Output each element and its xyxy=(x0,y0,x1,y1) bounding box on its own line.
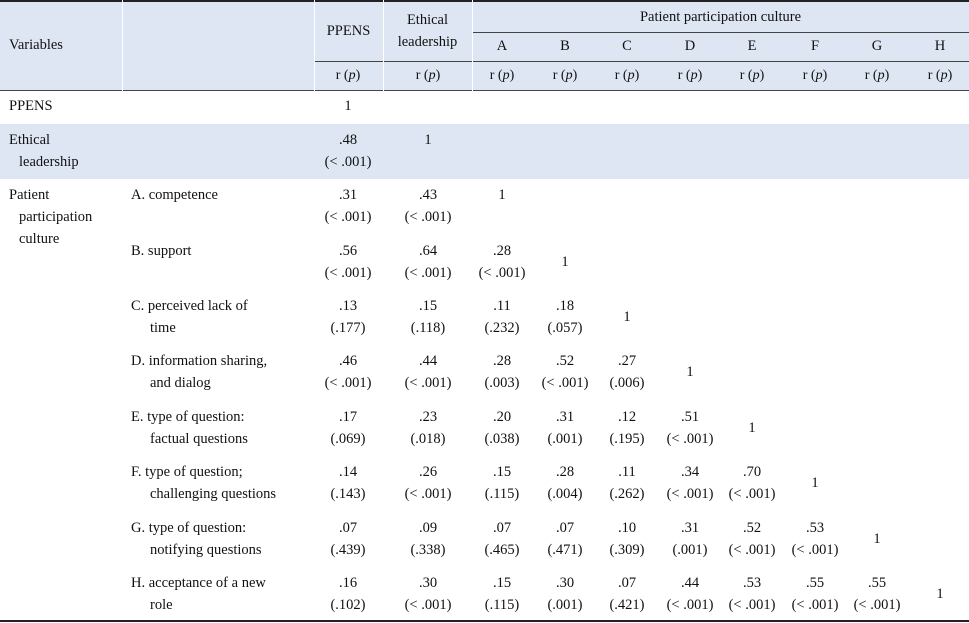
letter-header: G xyxy=(871,38,883,54)
diagonal-cell: 1 xyxy=(811,475,819,491)
p-value: (< .001) xyxy=(404,265,452,281)
correlation-value: .56 xyxy=(338,243,358,259)
p-value: (.439) xyxy=(330,542,366,558)
diagonal-cell: 1 xyxy=(498,187,506,203)
variable-label: leadership xyxy=(19,154,79,170)
p-value: (< .001) xyxy=(324,209,372,225)
diagonal-cell: 1 xyxy=(623,309,631,325)
correlation-value: .70 xyxy=(742,464,762,480)
p-value: (< .001) xyxy=(728,597,776,613)
stat-subheader: r (p) xyxy=(552,68,578,83)
ethical-leadership-header: Ethical leadership xyxy=(397,12,458,50)
correlation-value: .31 xyxy=(680,520,700,536)
correlation-value: .51 xyxy=(680,409,700,425)
correlation-value: .07 xyxy=(555,520,575,536)
p-value: (.338) xyxy=(410,542,446,558)
row-stripe xyxy=(0,124,969,179)
correlation-value: .07 xyxy=(617,575,637,591)
diagonal-cell: 1 xyxy=(561,254,569,270)
diagonal-cell: 1 xyxy=(748,420,756,436)
correlation-value: .14 xyxy=(338,464,358,480)
p-value: (< .001) xyxy=(666,486,714,502)
p-value: (.421) xyxy=(609,597,645,613)
variable-label: Patient xyxy=(9,187,50,203)
p-value: (.003) xyxy=(484,375,520,391)
correlation-value: .26 xyxy=(418,464,438,480)
correlation-value: .23 xyxy=(418,409,438,425)
correlation-value: .48 xyxy=(338,132,358,148)
p-value: (.115) xyxy=(484,597,520,613)
correlation-value: .64 xyxy=(418,243,438,259)
p-value: (< .001) xyxy=(666,431,714,447)
subscale-label: H. acceptance of a new xyxy=(131,575,266,591)
correlation-value: .31 xyxy=(555,409,575,425)
subscale-label: E. type of question: xyxy=(131,409,245,425)
correlation-value: .55 xyxy=(805,575,825,591)
p-value: (.115) xyxy=(484,486,520,502)
correlation-value: .18 xyxy=(555,298,575,314)
header-bottom-rule xyxy=(0,90,969,91)
correlation-value: .55 xyxy=(867,575,887,591)
col-divider xyxy=(122,0,123,91)
correlation-value: .13 xyxy=(338,298,358,314)
variable-label: culture xyxy=(19,231,60,247)
correlation-value: .28 xyxy=(492,353,512,369)
p-value: (.001) xyxy=(547,597,583,613)
variables-header: Variables xyxy=(9,37,63,53)
p-value: (.006) xyxy=(609,375,645,391)
correlation-value: .28 xyxy=(492,243,512,259)
letter-header: F xyxy=(810,38,820,54)
subscale-label: F. type of question; xyxy=(131,464,243,480)
correlation-value: .11 xyxy=(493,298,511,314)
p-value: (.069) xyxy=(330,431,366,447)
subheader-rule xyxy=(314,61,969,62)
subscale-label: time xyxy=(150,320,176,336)
letter-header: E xyxy=(747,38,757,54)
correlation-value: .52 xyxy=(555,353,575,369)
p-value: (.471) xyxy=(547,542,583,558)
correlation-value: .09 xyxy=(418,520,438,536)
p-value: (< .001) xyxy=(478,265,526,281)
correlation-value: .11 xyxy=(618,464,636,480)
ppens-header: PPENS xyxy=(326,23,371,39)
p-value: (.057) xyxy=(547,320,583,336)
p-value: (.038) xyxy=(484,431,520,447)
p-value: (.018) xyxy=(410,431,446,447)
p-value: (.309) xyxy=(609,542,645,558)
stat-subheader: r (p) xyxy=(802,68,828,83)
correlation-value: .10 xyxy=(617,520,637,536)
correlation-value: .16 xyxy=(338,575,358,591)
subscale-label: notifying questions xyxy=(150,542,262,558)
p-value: (.195) xyxy=(609,431,645,447)
p-value: (.001) xyxy=(547,431,583,447)
p-value: (< .001) xyxy=(541,375,589,391)
p-value: (< .001) xyxy=(791,542,839,558)
letter-header: H xyxy=(934,38,946,54)
correlation-value: .34 xyxy=(680,464,700,480)
stat-subheader: r (p) xyxy=(489,68,515,83)
stat-subheader: r (p) xyxy=(335,68,361,83)
stat-subheader: r (p) xyxy=(739,68,765,83)
p-value: (< .001) xyxy=(728,542,776,558)
correlation-value: .30 xyxy=(555,575,575,591)
stat-subheader: r (p) xyxy=(415,68,441,83)
diagonal-cell: 1 xyxy=(424,132,432,148)
p-value: (< .001) xyxy=(728,486,776,502)
p-value: (.262) xyxy=(609,486,645,502)
p-value: (< .001) xyxy=(853,597,901,613)
p-value: (< .001) xyxy=(404,375,452,391)
correlation-value: .44 xyxy=(680,575,700,591)
stat-subheader: r (p) xyxy=(864,68,890,83)
p-value: (.004) xyxy=(547,486,583,502)
p-value: (< .001) xyxy=(404,486,452,502)
p-value: (< .001) xyxy=(666,597,714,613)
letter-header: A xyxy=(496,38,508,54)
correlation-value: .53 xyxy=(805,520,825,536)
diagonal-cell: 1 xyxy=(873,531,881,547)
correlation-value: .53 xyxy=(742,575,762,591)
correlation-value: .44 xyxy=(418,353,438,369)
p-value: (.465) xyxy=(484,542,520,558)
correlation-value: .15 xyxy=(492,464,512,480)
correlation-value: .17 xyxy=(338,409,358,425)
p-value: (< .001) xyxy=(324,265,372,281)
correlation-value: .12 xyxy=(617,409,637,425)
correlation-value: .15 xyxy=(492,575,512,591)
correlation-value: .27 xyxy=(617,353,637,369)
subscale-label: G. type of question: xyxy=(131,520,247,536)
correlation-value: .07 xyxy=(338,520,358,536)
top-rule xyxy=(0,0,969,2)
correlation-value: .46 xyxy=(338,353,358,369)
variable-label: participation xyxy=(19,209,93,225)
correlation-value: .28 xyxy=(555,464,575,480)
diagonal-cell: 1 xyxy=(936,586,944,602)
subscale-label: D. information sharing, xyxy=(131,353,268,369)
group-rule xyxy=(472,32,969,33)
letter-header: C xyxy=(622,38,632,54)
subscale-label: A. competence xyxy=(131,187,218,203)
variable-label: Ethical xyxy=(9,132,51,148)
diagonal-cell: 1 xyxy=(344,98,352,114)
p-value: (< .001) xyxy=(404,209,452,225)
stat-subheader: r (p) xyxy=(677,68,703,83)
stat-subheader: r (p) xyxy=(927,68,953,83)
p-value: (.118) xyxy=(410,320,446,336)
diagonal-cell: 1 xyxy=(686,364,694,380)
p-value: (.177) xyxy=(330,320,366,336)
correlation-value: .07 xyxy=(492,520,512,536)
variable-label: PPENS xyxy=(9,98,53,114)
bottom-rule xyxy=(0,620,969,622)
subscale-label: challenging questions xyxy=(150,486,277,502)
letter-header: D xyxy=(684,38,696,54)
subscale-label: B. support xyxy=(131,243,192,259)
stat-subheader: r (p) xyxy=(614,68,640,83)
subscale-label: role xyxy=(150,597,173,613)
letter-header: B xyxy=(560,38,570,54)
p-value: (.143) xyxy=(330,486,366,502)
correlation-value: .15 xyxy=(418,298,438,314)
correlation-value: .30 xyxy=(418,575,438,591)
p-value: (< .001) xyxy=(324,154,372,170)
correlation-value: .20 xyxy=(492,409,512,425)
p-value: (.102) xyxy=(330,597,366,613)
p-value: (< .001) xyxy=(791,597,839,613)
p-value: (.001) xyxy=(672,542,708,558)
p-value: (.232) xyxy=(484,320,520,336)
p-value: (< .001) xyxy=(324,375,372,391)
p-value: (< .001) xyxy=(404,597,452,613)
correlation-value: .31 xyxy=(338,187,358,203)
ppc-group-header: Patient participation culture xyxy=(639,9,802,25)
correlation-value: .43 xyxy=(418,187,438,203)
correlation-value: .52 xyxy=(742,520,762,536)
subscale-label: C. perceived lack of xyxy=(131,298,248,314)
subscale-label: factual questions xyxy=(150,431,248,447)
subscale-label: and dialog xyxy=(150,375,211,391)
